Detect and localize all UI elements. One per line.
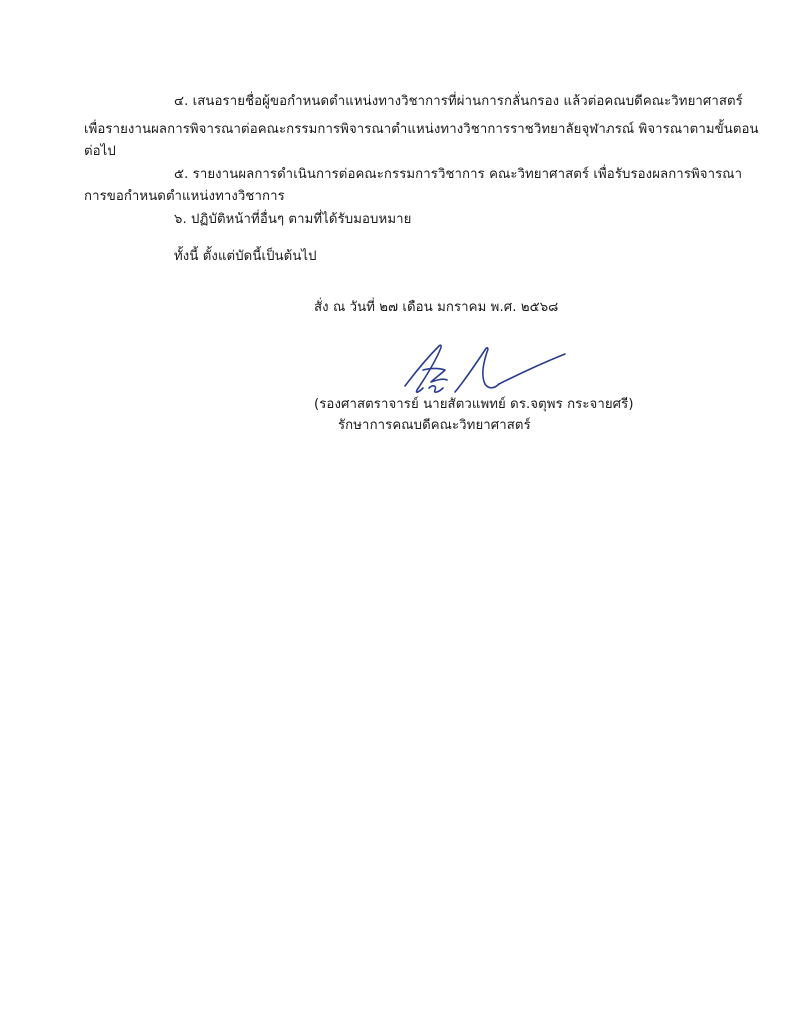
item-4-line-3: ต่อไป: [84, 144, 116, 159]
order-date: สั่ง ณ วันที่ ๒๗ เดือน มกราคม พ.ศ. ๒๕๖๘: [314, 300, 559, 315]
signer-title: รักษาการคณบดีคณะวิทยาศาสตร์: [338, 418, 531, 433]
item-5-line-1: ๕. รายงานผลการดำเนินการต่อคณะกรรมการวิชาการ คณะวิทยาศาสตร์ เพื่อรับรองผลการพิจารณา: [174, 167, 743, 182]
item-5-line-2: การขอกำหนดตำแหน่งทางวิชาการ: [84, 189, 285, 204]
signature-image: [395, 340, 575, 402]
item-6: ๖. ปฏิบัติหน้าที่อื่นๆ ตามที่ได้รับมอบหมาย: [174, 212, 412, 227]
item-4-line-2: เพื่อรายงานผลการพิจารณาต่อคณะกรรมการพิจารณาตำแหน่งทางวิชาการราชวิทยาลัยจุฬาภรณ์ พิจารณาตามขั้นตอน: [84, 122, 759, 137]
signer-name: (รองศาสตราจารย์ นายสัตวแพทย์ ดร.จตุพร กระจายศรี): [314, 397, 634, 412]
effective-statement: ทั้งนี้ ตั้งแต่บัดนี้เป็นต้นไป: [174, 249, 317, 264]
item-4-line-1: ๔. เสนอรายชื่อผู้ขอกำหนดตำแหน่งทางวิชาการที่ผ่านการกลั่นกรอง แล้วต่อคณบดีคณะวิทยาศาสตร์: [174, 94, 743, 109]
